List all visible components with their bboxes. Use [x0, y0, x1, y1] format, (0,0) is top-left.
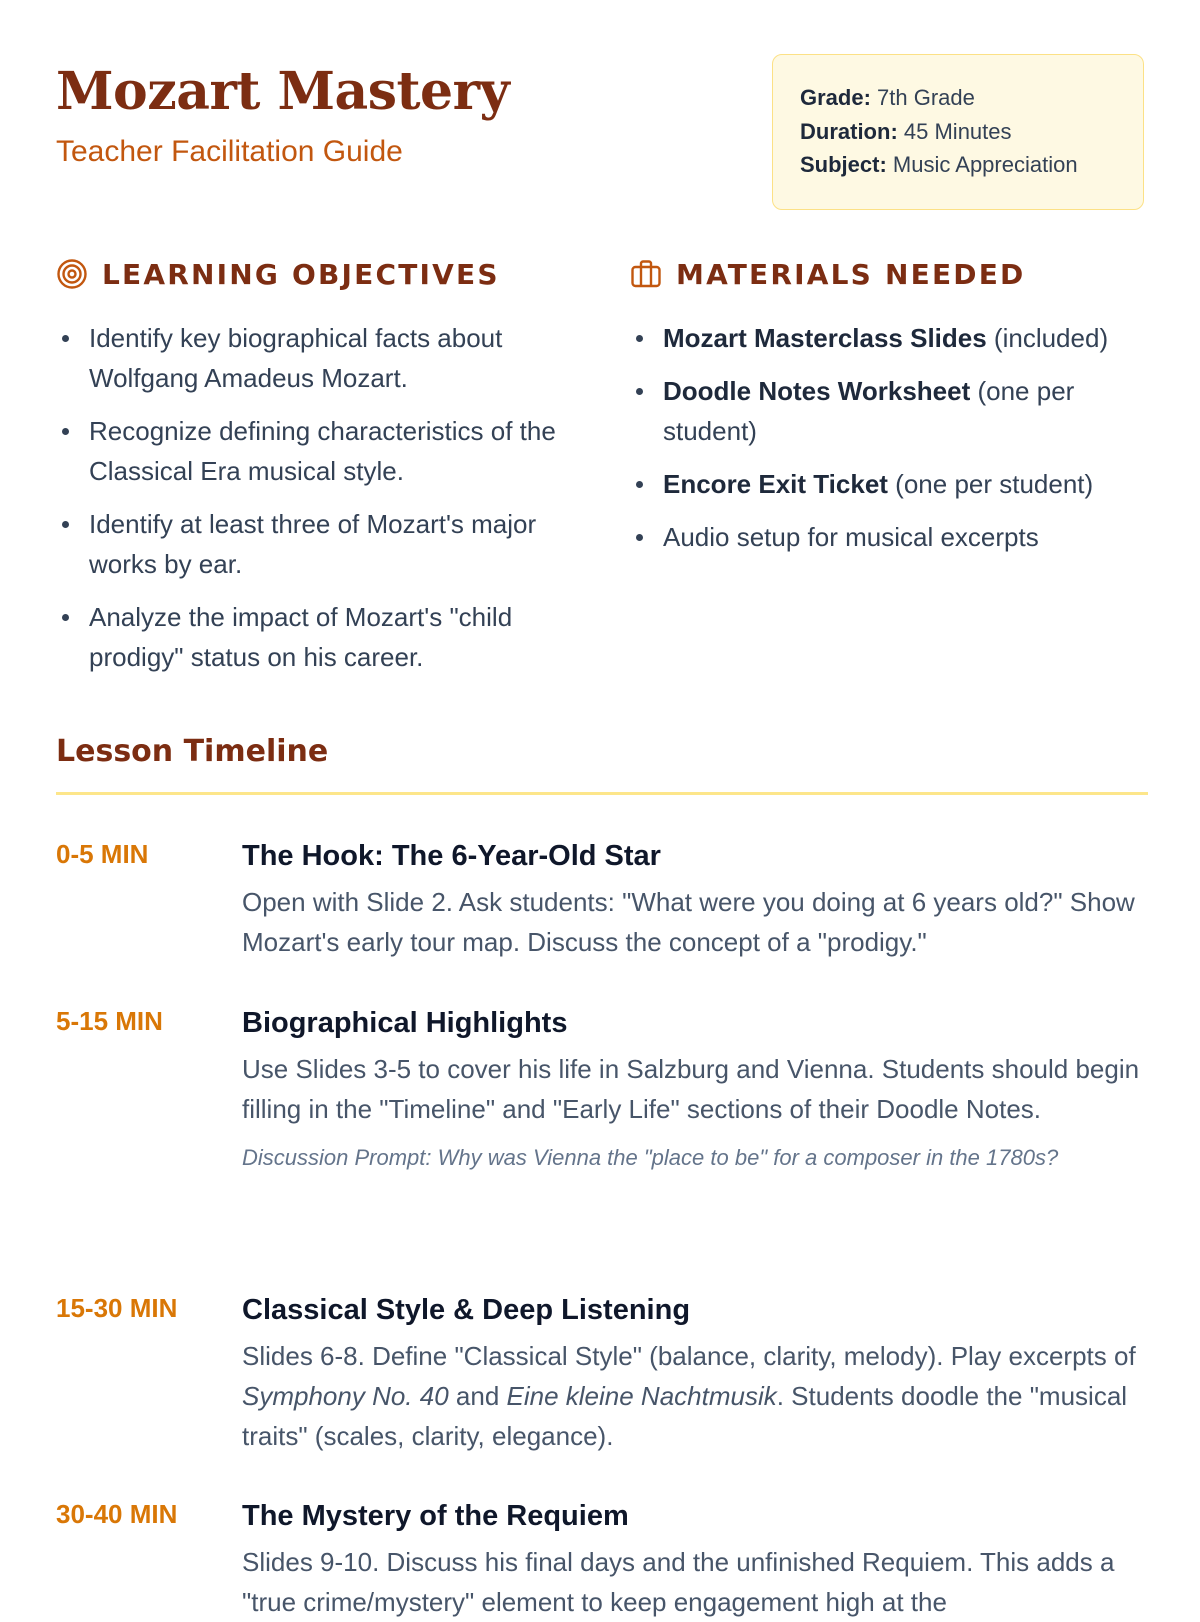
material-note: (one per student)	[887, 469, 1094, 499]
entry-description-text: Slides 6-8. Define "Classical Style" (balance, clarity, melody). Play excerpts of	[242, 1341, 1136, 1371]
materials-heading	[630, 254, 1150, 294]
work-title: Eine kleine Nachtmusik	[506, 1381, 777, 1411]
objective-item: Identify key biographical facts about Wolfgang Amadeus Mozart.	[56, 318, 576, 398]
material-item	[630, 371, 1150, 451]
lesson-info-box	[772, 54, 1144, 210]
timeline-divider	[56, 792, 1148, 795]
discussion-prompt: Discussion Prompt: Why was Vienna the "place to be" for a composer in the 1780s?	[242, 1145, 1059, 1170]
material-note: (one per student)	[663, 376, 1075, 446]
entry-title: Biographical Highlights	[242, 1007, 568, 1039]
entry-body	[242, 1498, 1148, 1622]
material-note: Audio setup for musical excerpts	[663, 522, 1039, 552]
materials-heading-text: MATERIALS NEEDED	[676, 257, 1026, 291]
entry-description: Use Slides 3-5 to cover his life in Salzburg and Vienna. Students should begin filling in the "Timeline" and "Early Life" sections of their Doodle Notes.	[242, 1054, 1140, 1124]
page-subtitle: Teacher Facilitation Guide	[56, 135, 403, 168]
target-icon	[56, 258, 88, 290]
grade-value: 7th Grade	[877, 85, 975, 110]
material-name: Doodle Notes Worksheet	[663, 376, 971, 406]
subject-value: Music Appreciation	[892, 152, 1078, 177]
entry-time: 0-5 MIN	[56, 839, 149, 869]
objectives-heading	[56, 254, 576, 294]
materials-list	[630, 318, 1150, 557]
duration-label: Duration:	[800, 118, 898, 144]
entry-description	[242, 1336, 1148, 1456]
entry-body	[242, 1005, 1148, 1174]
entry-description: Slides 9-10. Discuss his final days and the unfinished Requiem. This adds a "true crime/mystery" element to keep engagement high at the	[242, 1547, 1115, 1617]
duration-value: 45 Minutes	[903, 118, 1012, 144]
entry-time: 5-15 MIN	[56, 1006, 163, 1036]
timeline-title: Lesson Timeline	[56, 734, 329, 769]
entry-title: The Hook: The 6-Year-Old Star	[242, 840, 661, 872]
entry-time: 30-40 MIN	[56, 1499, 178, 1529]
material-name: Mozart Masterclass Slides	[663, 323, 987, 353]
entry-description-text: . Students doodle the "musical traits" (scales, clarity, elegance).	[242, 1381, 1128, 1451]
timeline-header	[56, 732, 1148, 795]
entry-time: 15-30 MIN	[56, 1293, 178, 1323]
objectives-list	[56, 318, 576, 677]
grade-row	[800, 81, 1143, 115]
material-item	[630, 464, 1150, 504]
grade-label: Grade:	[800, 85, 871, 110]
entry-description: Open with Slide 2. Ask students: "What were you doing at 6 years old?" Show Mozart's early tour map. Discuss the concept of a "prodigy."	[242, 887, 1135, 957]
material-note: (included)	[986, 323, 1109, 353]
subject-label: Subject:	[800, 152, 887, 177]
entry-body	[242, 1292, 1148, 1456]
briefcase-icon	[630, 258, 662, 290]
objective-item: Recognize defining characteristics of the Classical Era musical style.	[56, 411, 576, 491]
objectives-heading-text: LEARNING OBJECTIVES	[102, 257, 500, 291]
work-title: Symphony No. 40	[242, 1381, 449, 1411]
materials-section	[630, 220, 1150, 570]
material-item	[630, 517, 1150, 557]
entry-title: The Mystery of the Requiem	[242, 1500, 629, 1532]
entry-description-text: and	[448, 1381, 507, 1411]
duration-row	[800, 115, 1143, 149]
material-item	[630, 318, 1150, 358]
objective-item: Identify at least three of Mozart's major works by ear.	[56, 504, 576, 584]
objective-item: Analyze the impact of Mozart's "child prodigy" status on his career.	[56, 597, 576, 677]
objectives-section	[56, 220, 576, 690]
subject-row	[800, 148, 1143, 182]
page-title: Mozart Mastery	[56, 61, 510, 122]
overview-columns	[56, 220, 1144, 700]
entry-body	[242, 838, 1148, 962]
entry-title: Classical Style & Deep Listening	[242, 1294, 691, 1326]
material-name: Encore Exit Ticket	[663, 469, 888, 499]
page-header	[56, 0, 1144, 220]
